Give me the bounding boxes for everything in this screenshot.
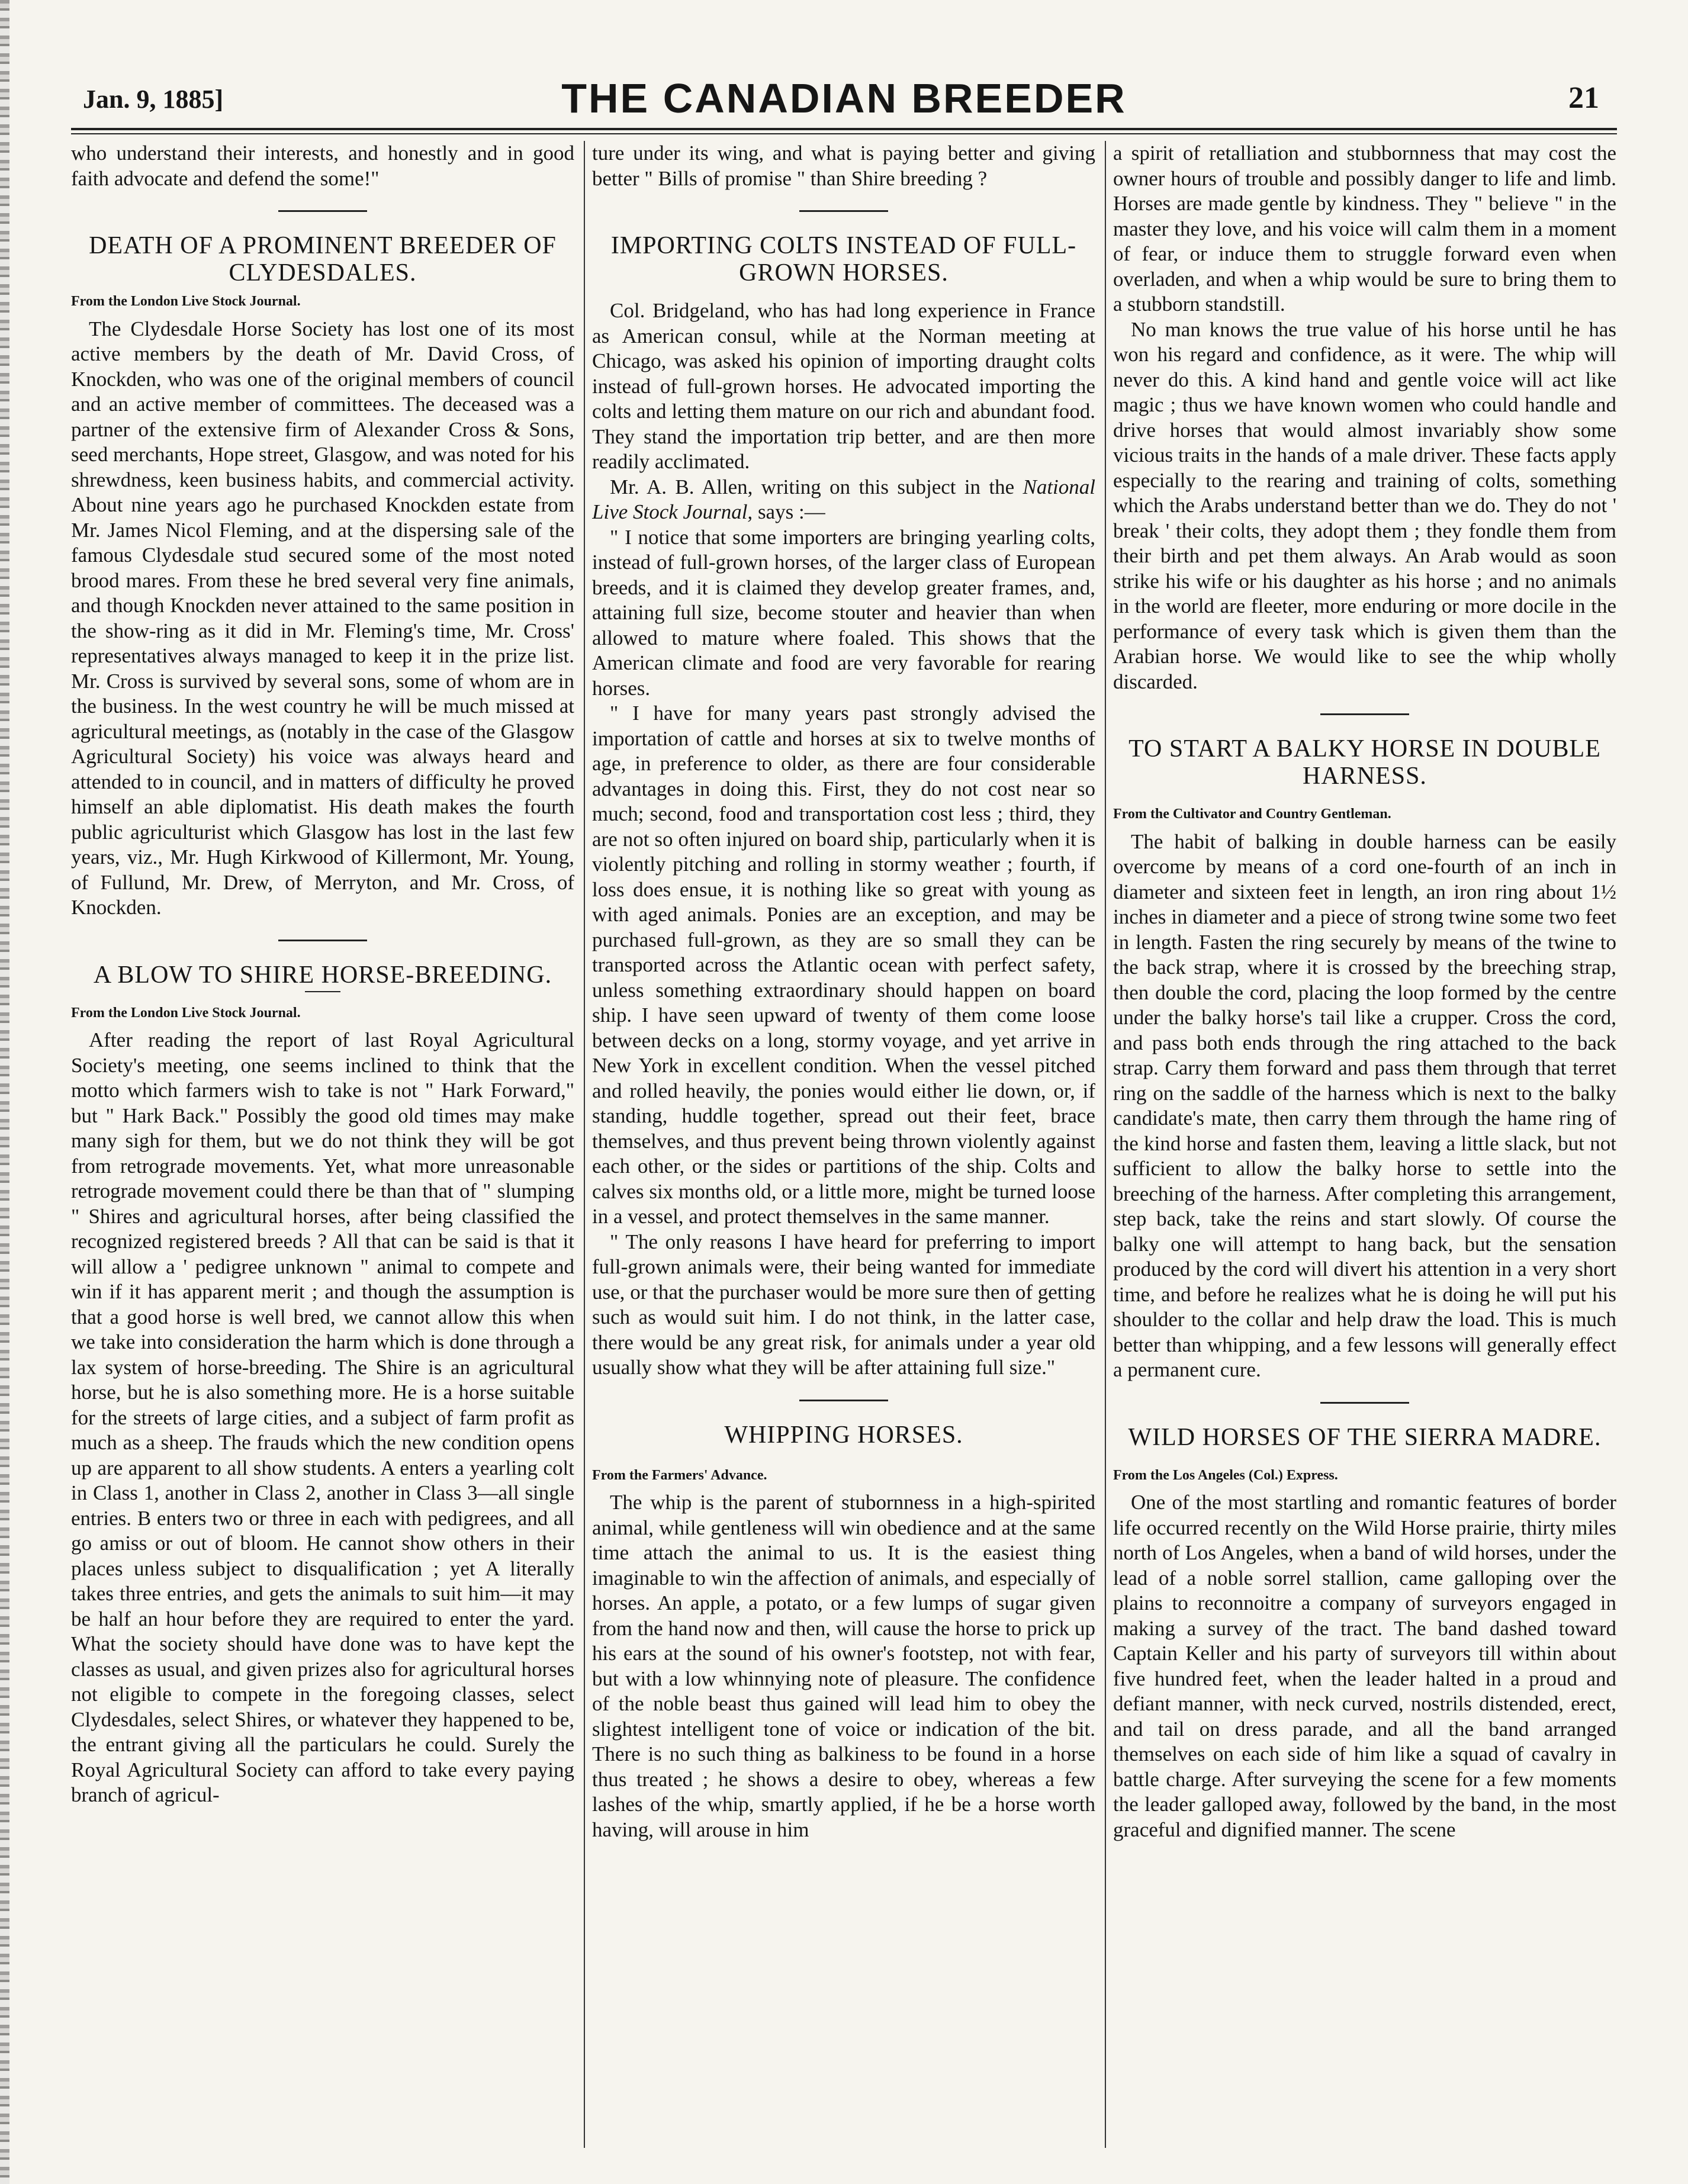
article-paragraph: No man knows the true value of his horse until he has won his regard and confidence, as it were. The whip will never do this. A kind hand and gentle voice will act like magic ; thus we have known women who could handle and drive horses that would almost invariably show some vicious traits in the hands of a male driver. These facts apply especially to the rearing and training of colts, something which the Arabs understand better than we do. They do not ' break ' their colts, they adopt them ; they fondle them from their birth and pet them always. An Arab would as soon strike his wife or his daughter as his horse ; and no animals in the world are fleeter, more enduring or more docile in the performance of every task which is given them than the Arabian horse. We would like to see the whip wholly discarded. [1113, 317, 1616, 693]
masthead [71, 71, 1617, 124]
article-source: From the Farmers' Advance. [592, 1467, 767, 1483]
article-paragraph: Col. Bridgeland, who has had long experience in France as American consul, while at the Norman meeting at Chicago, was asked his opinion of importing draught colts instead of full-grown horses. He advocated importing the colts and letting them mature on our rich and abundant food. They stand the importation trip better, and are then more readily acclimated. [592, 299, 1095, 473]
article-separator [1320, 713, 1409, 715]
article-separator [1320, 1402, 1409, 1404]
journal-title: National Live Stock Journal, [592, 475, 1095, 523]
article-source: From the London Live Stock Journal. [71, 1005, 301, 1021]
article-headline: A BLOW TO SHIRE HORSE-BREEDING. [93, 961, 552, 989]
paragraph-text: Mr. A. B. Allen, writing on this subject in the [610, 475, 1023, 498]
article-source: From the Los Angeles (Col.) Express. [1113, 1467, 1338, 1483]
column-divider [1105, 141, 1106, 2148]
masthead-rule [71, 128, 1617, 134]
article-paragraph: After reading the report of last Royal Agricultural Society's meeting, one seems inclined to think that the motto which farmers wish to take is not " Hark Forward," but " Hark Back." Possibly the good old times may make many sigh for them, but we do not think they will be got from retrograde movements. Yet, what more unreasonable retrograde movement could there be than that of " slumping " Shires and agricultural horses, after being classified the recognized registered breeds ? All that can be said is that it will allow a ' pedigree unknown " animal to compete and win if it has apparent merit ; and though the assumption is that a good horse is well bred, we cannot allow this when we take into consideration the harm which is done through a lax system of horse-breeding. The Shire is an agricultural horse, but he is also something more. He is a horse suitable for the streets of large cities, and a subject of farm profit as much as a sheep. The frauds which the new condition opens up are apparent to all show students. A enters a yearling colt in Class 1, another in Class 2, another in Class 3—all single entries. B enters two or three in each with pedigrees, and all go amiss or out of bloom. He cannot show others in their places unless subject to disqualification ; yet A literally takes three entries, and gets the animals to suit him—it may be half an hour before they are required to enter the yard. What the society should have done was to have kept the classes as usual, and given prizes also for agricultural horses not eligible to compete in the foregoing classes, select Clydesdales, select Shires, or whatever they happened to be, the entrant giving all the particulars he could. Surely the Royal Agricultural Society can afford to take every paying branch of agricul- [71, 1028, 574, 1806]
article-separator [278, 940, 367, 941]
article-paragraph: The Clydesdale Horse Society has lost one of its most active members by the death of Mr. David Cross, of Knockden, who was one of the original members of council and an active member of committees. The deceased was a partner of the extensive firm of Alexander Cross & Sons, seed merchants, Hope street, Glasgow, and was noted for his shrewdness, keen business habits, and commercial activity. About nine years ago he purchased Knockden estate from Mr. James Nicol Fleming, and at the dispersing sale of the famous Clydesdale stud secured some of the most noted brood mares. From these he bred several very fine animals, and though Knockden never attained to the same position in the show-ring as it did in Mr. Fleming's time, Mr. Cross' representatives always managed to keep it in the prize list. Mr. Cross is survived by several sons, some of whom are in the business. In the west country he will be much missed at agricultural meetings, as (notably in the case of the Glasgow Agricultural Society) his voice was always heard and attended to in council, and in matters of difficulty he proved himself an able diplomatist. His death makes the fourth public agriculturist which Glasgow has lost in the last few years, viz., Mr. Hugh Kirkwood of Killermont, Mr. Young, of Fullund, Mr. Drew, of Merryton, and Mr. Cross, of Knockden. [71, 317, 574, 919]
article-headline: IMPORTING COLTS INSTEAD OF FULL-GROWN HORSES. [610, 232, 1077, 287]
article-source: From the London Live Stock Journal. [71, 294, 301, 309]
article-paragraph: " I notice that some importers are bringing yearling colts, instead of full-grown horses, of the larger class of European breeds, and it is claimed they develop greater frames, and, attaining full size, become stouter and heavier than when allowed to mature where foaled. This shows that the American climate and food are very favorable for rearing horses. [592, 525, 1095, 700]
article-headline: DEATH OF A PROMINENT BREEDER OF CLYDESDALES. [89, 232, 557, 287]
article-paragraph: The whip is the parent of stubornness in a high-spirited animal, while gentleness will win obedience and at the same time attach the animal to us. It is the easiest thing imaginable to win the affection of animals, and especially of horses. An apple, a potato, or a few lumps of sugar given from the hand now and then, will cause the horse to prick up his ears at the sound of his owner's footstep, not with fear, but with a low whinnying note of pleasure. The confidence of the noble beast thus gained will lead him to obey the slightest intelligent tone of voice or indication of the bit. There is no such thing as balkiness to be found in a horse thus treated ; he shows a desire to obey, whereas a few lashes of the whip, smartly applied, if he be a horse worth having, will arouse in him [592, 1491, 1095, 1841]
columns [71, 141, 1617, 2154]
issue-date: Jan. 9, 1885] [83, 85, 224, 114]
continued-text: a spirit of retalliation and stubbornness that may cost the owner hours of trouble and possibly danger to life and limb. Horses are made gentle by kindness. They " believe " in the master they love, and his voice will calm them in a moment of fear, or induce them to struggle forward even when overladen, and when a whip would be sure to bring them to a stubborn standstill. [1113, 141, 1616, 316]
newspaper-page [71, 71, 1617, 2155]
headline-rule [305, 991, 340, 992]
article-paragraph: " I have for many years past strongly advised the importation of cattle and horses at six to twelve months of age, in preference to older, as there are four considerable advantages in doing this. First, they do not cost near so much; second, food and transportation cost less ; third, they are not so often injured on board ship, particularly when it is violently pitching and rolling in stormy weather ; fourth, if loss does ensue, it is nothing like so great with young as with aged animals. Ponies are an exception, and may be purchased full-grown, as they are so small they can be transported across the Atlantic ocean with perfect safety, unless something extraordinary should happen on board ship. I have seen upward of twenty of them come loose between decks on a long, stormy voyage, and yet arrive in New York in excellent condition. When the vessel pitched and rolled heavily, the ponies would either lie down, or, if standing, huddle together, spread out their feet, brace themselves, and thus prevent being thrown violently against each other, or the sides or partitions of the ship. Colts and calves six months old, or a little more, might be turned loose in a vessel, and protect themselves in the same manner. [592, 702, 1095, 1228]
article-separator [799, 1400, 888, 1401]
column-divider [584, 141, 585, 2148]
column-2 [592, 141, 1095, 2154]
article-paragraph: " The only reasons I have heard for preferring to import full-grown animals were, their being wanted for immediate use, or that the purchaser would be more sure then of getting such as would suit him. I do not think, in the latter case, there would be any great risk, for animals under a year old usually show what they will be after attaining full size." [592, 1230, 1095, 1379]
article-paragraph: One of the most startling and romantic features of border life occurred recently on the Wild Horse prairie, thirty miles north of Los Angeles, when a band of wild horses, under the lead of a noble sorrel stallion, came galloping over the plains to reconnoitre a company of surveyors engaged in making a survey of the tract. The band dashed toward Captain Keller and his party of surveyors till within about five hundred feet, when the leader halted in a proud and defiant manner, with neck curved, nostrils distended, erect, and tail on dress parade, and all the band arranged themselves on each side of him like a squad of cavalry in battle charge. After surveying the scene for a few moments the leader galloped away, followed by the band, in the most graceful and dignified manner. The scene [1113, 1491, 1616, 1841]
article-separator [278, 210, 367, 212]
page-binding-edge [0, 0, 9, 2184]
article-headline: WHIPPING HORSES. [724, 1421, 963, 1449]
article-paragraph: The habit of balking in double harness can be easily overcome by means of a cord one-fourth of an inch in diameter and sixteen feet in length, an iron ring about 1½ inches in diameter and a piece of strong twine some two feet in length. Fasten the ring securely by means of the twine to the back strap, where it is crossed by the breeching strap, then double the cord, placing the loop formed by the centre under the balky horse's tail like a crupper. Cross the cord, and pass both ends through the ring attached to the back strap. Carry them forward and pass them through that terret ring on the saddle of the harness which is next to the balky candidate's mate, then carry them through the hame ring of the kind horse and fasten them, leaving a little slack, but not sufficient to allow the balky horse to settle into the breeching of the harness. After completing this arrangement, step back, take the reins and start slowly. Of course the balky one will attempt to hang back, but the sensation produced by the cord will divert his attention in a very short time, and before he realizes what he is doing he will put his shoulder to the collar and help draw the load. This is much better than whipping, and a few lessons will generally effect a permanent cure. [1113, 829, 1616, 1381]
page-number: 21 [1568, 81, 1599, 115]
column-1 [71, 141, 574, 2154]
article-headline: WILD HORSES OF THE SIERRA MADRE. [1128, 1423, 1602, 1451]
article-headline: TO START A BALKY HORSE IN DOUBLE HARNESS. [1128, 735, 1601, 790]
newspaper-title: THE CANADIAN BREEDER [561, 75, 1127, 121]
continued-text: ture under its wing, and what is paying better and giving better " Bills of promise " than Shire breeding ? [592, 141, 1095, 190]
column-3 [1113, 141, 1616, 2154]
article-separator [799, 210, 888, 212]
article-paragraph [592, 475, 1095, 525]
article-source: From the Cultivator and Country Gentleman. [1113, 806, 1391, 822]
paragraph-text: says :— [753, 500, 825, 523]
continued-text: who understand their interests, and honestly and in good faith advocate and defend the some!" [71, 141, 574, 190]
